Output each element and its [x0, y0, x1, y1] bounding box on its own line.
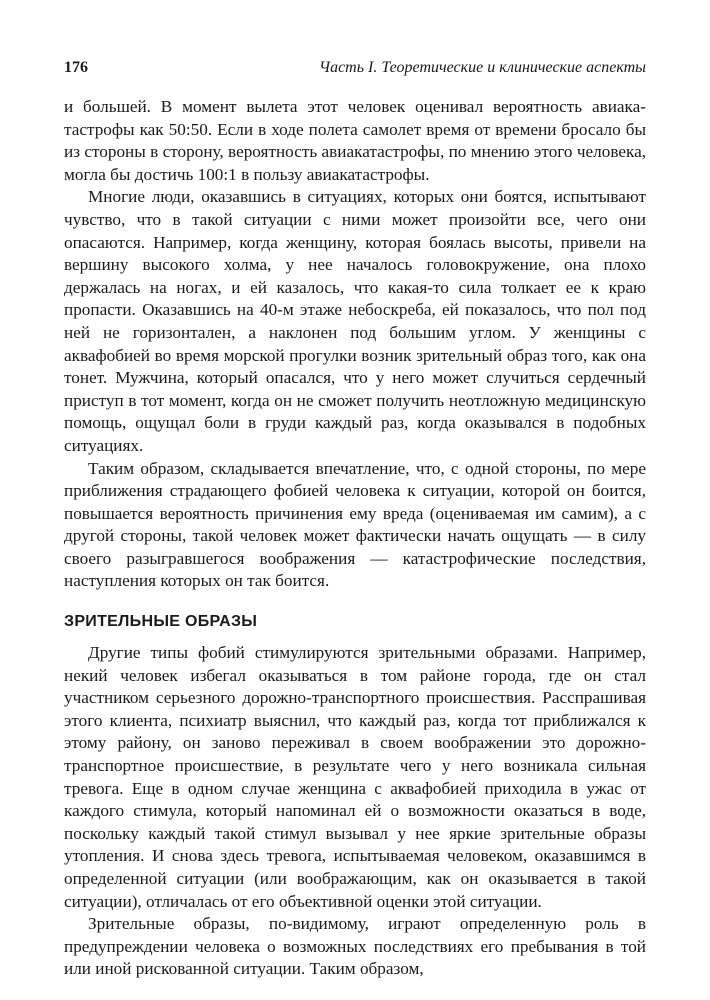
running-title: Часть I. Теоретические и клинические аспекты: [319, 59, 646, 76]
section-heading: ЗРИТЕЛЬНЫЕ ОБРАЗЫ: [64, 613, 258, 631]
page-number: 176: [64, 59, 88, 76]
running-head: [64, 58, 646, 78]
paragraph: Многие люди, оказавшись в ситуациях, которых они боятся, испытывают чувство, что в такой ситуации с ними может произойти все, чего они опасаются. Например, когда женщину, которая боялась высоты, привели на вершину высокого холма, у нее началось головокружение, она плохо держалась на ногах, и ей казалось, что какая-то сила толкает ее к краю пропасти. Оказавшись на 40-м этаже небоскреба, ей показалось, что пол под ней не горизонтален, а наклонен под большим углом. У женщины с аквафобией во время морской прогулки возник зрительный образ того, как она тонет. Мужчина, который опасался, что у него может случиться сердечный приступ в тот момент, когда он не сможет получить неотложную медицинскую помощь, ощущал боли в груди каждый раз, когда оказывался в подобных ситуациях.: [64, 187, 646, 455]
body-text: [64, 96, 646, 981]
book-page: [64, 58, 646, 981]
paragraph: и большей. В момент вылета этот человек оценивал вероятность авиакатастрофы как 50:50. Если в ходе полета самолет время от времени бросало бы из стороны в сторону, вероятность авиакатастрофы, по мнению этого человека, могла бы достичь 100:1 в пользу авиакатастрофы.: [64, 97, 646, 184]
paragraph: Таким образом, складывается впечатление, что, с одной стороны, по мере приближения страдающего фобией человека к ситуации, которой он боится, повышается вероятность причинения ему вреда (оцениваемая им самим), а с другой стороны, такой человек может фактически начать ощущать — в силу своего разыгравшегося воображения — катастрофические последствия, наступления которых он так боится.: [64, 458, 646, 591]
paragraph: Зрительные образы, по-видимому, играют определенную роль в предупреждении человека о возможных последствиях его пребывания в той или иной рискованной ситуации. Таким образом,: [64, 914, 646, 979]
paragraph: Другие типы фобий стимулируются зрительными образами. Например, некий человек избегал оказываться в том районе города, где он стал участником серьезного дорожно-транспортного происшествия. Расспрашивая этого клиента, психиатр выяснил, что каждый раз, когда тот приближался к этому району, он заново переживал в своем воображении это дорожно-транспортное происшествие, в результате чего у него возникала сильная тревога. Еще в одном случае женщина с аквафобией приходила в ужас от каждого стимула, который напоминал ей о возможности оказаться в воде, поскольку каждый такой стимул вызывал у нее яркие зрительные образы утопления. И снова здесь тревога, испытываемая человеком, оказавшимся в определенной ситуации (или воображающим, как он оказывается в такой ситуации), отличалась от его объективной оценки этой ситуации.: [64, 643, 646, 911]
